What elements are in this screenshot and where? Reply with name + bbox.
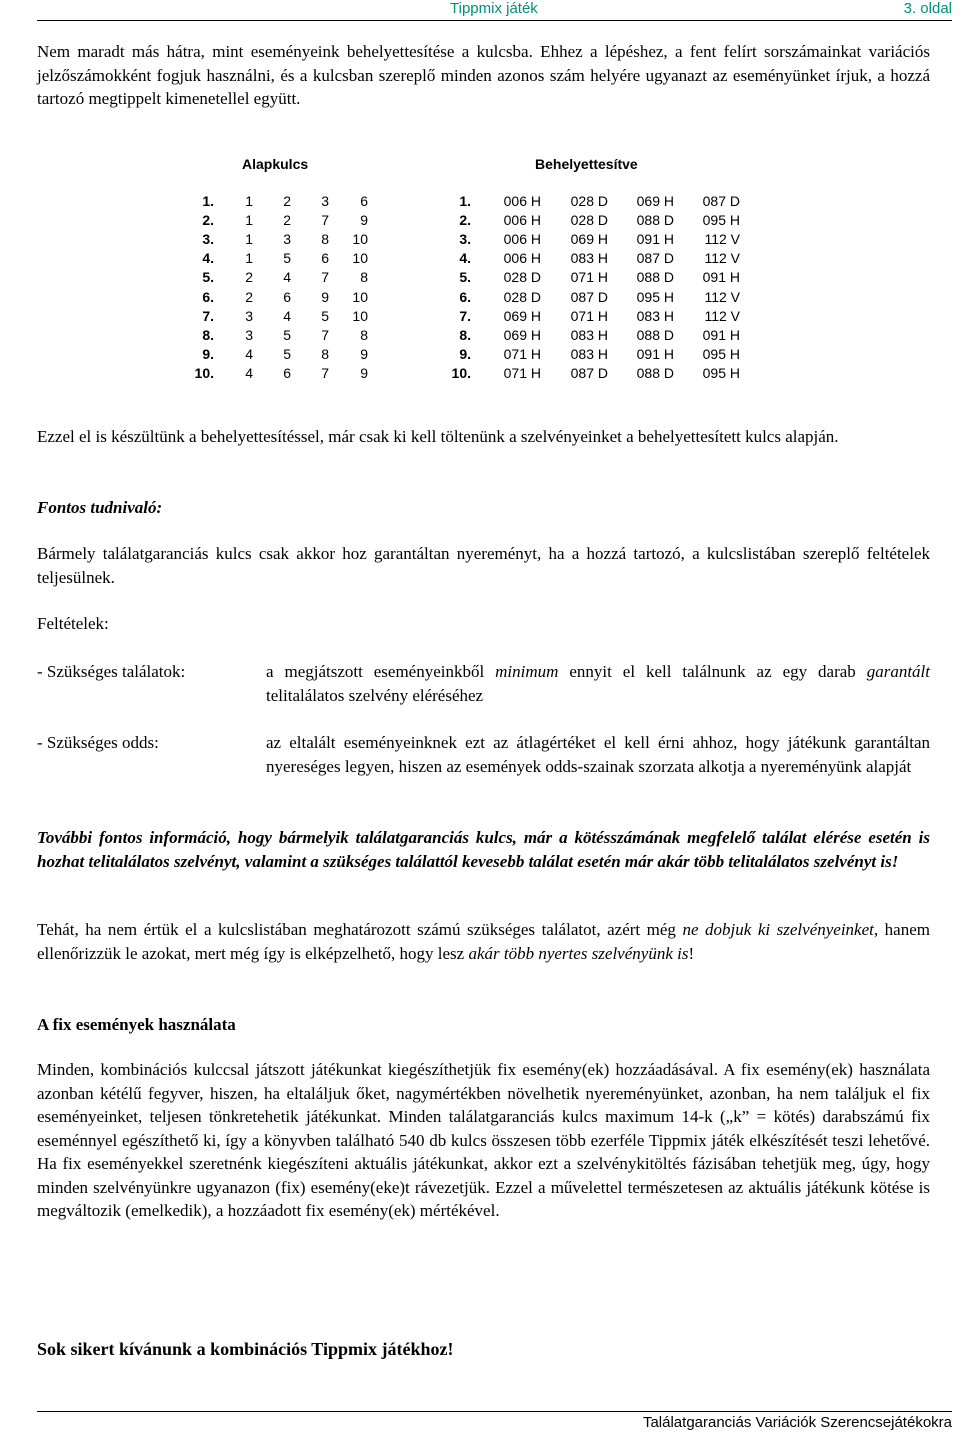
behelyettesitve-row-number: 7. xyxy=(459,307,471,324)
behelyettesitve-cell: 095 H xyxy=(702,212,740,229)
behelyettesitve-cell: 071 H xyxy=(503,345,541,362)
alapkulcs-cell: 6 xyxy=(360,193,368,209)
alapkulcs-cell: 5 xyxy=(283,345,291,362)
tehat-text-italic-1: ne dobjuk ki szelvényeinket xyxy=(682,920,874,939)
behelyettesitve-cell: 071 H xyxy=(570,269,608,286)
behelyettesitve-title: Behelyettesítve xyxy=(535,156,638,172)
behelyettesitve-row-number: 4. xyxy=(459,250,471,267)
tehat-paragraph xyxy=(37,918,930,965)
alapkulcs-cell: 5 xyxy=(321,307,329,324)
intro-paragraph: Nem maradt más hátra, mint eseményeink behelyettesítése a kulcsba. Ehhez a lépéshez, a fent felírt sorszámainkat variációs jelzőszámokként fogjuk használni, és a kulcsban szereplő minden azonos szám helyére ugyanazt az eseményünket írjuk, a hozzá tartozó megtippelt kimenetellel együtt. xyxy=(37,42,930,108)
alapkulcs-cell: 10 xyxy=(352,288,368,305)
alapkulcs-cell: 7 xyxy=(321,364,329,381)
alapkulcs-row-number: 8. xyxy=(202,326,214,343)
alapkulcs-cell: 7 xyxy=(321,326,329,343)
alapkulcs-cell: 2 xyxy=(245,269,253,286)
alapkulcs-cell: 1 xyxy=(245,193,253,209)
tovabbi-paragraph: További fontos információ, hogy bármelyik találatgaranciás kulcs, már a kötésszámának megfelelő találat elérése esetén is hozhat telitalálatos szelvényt, valamint a szükséges találattól kevesebb találat esetén már akár több telitalálatos szelvényt is! xyxy=(37,828,930,871)
cond2-description: az eltalált eseményeinknek ezt az átlagértéket el kell érni ahhoz, hogy játékunk garantáltan nyereséges legyen, hiszen az események odds-szainak szorzata alkotja a nyereményünk alapját xyxy=(266,733,930,776)
behelyettesitve-cell: 071 H xyxy=(503,364,541,381)
alapkulcs-cell: 2 xyxy=(245,288,253,305)
cond1-label: - Szükséges találatok: xyxy=(37,662,186,681)
cond1-text-5: telitalálatos szelvény eléréséhez xyxy=(266,685,484,705)
tehat-text-5: ! xyxy=(688,943,695,963)
alapkulcs-row-number: 7. xyxy=(202,307,214,324)
alapkulcs-row-number: 9. xyxy=(202,345,214,362)
alapkulcs-cell: 3 xyxy=(321,193,329,209)
alapkulcs-cell: 10 xyxy=(352,250,368,267)
cond1-text-1: a megjátszott eseményeinkből xyxy=(266,662,496,681)
alapkulcs-cell: 3 xyxy=(245,326,253,343)
behelyettesitve-cell: 091 H xyxy=(636,231,674,248)
behelyettesitve-cell: 112 V xyxy=(704,288,740,305)
cond1-text-garantalt: garantált xyxy=(866,662,930,681)
alapkulcs-cell: 5 xyxy=(283,326,291,343)
behelyettesitve-cell: 006 H xyxy=(503,193,541,209)
tehat-text-1: Tehát, ha nem értük el a kulcslistában meghatározott számú szükséges találatot, azért még xyxy=(37,920,683,939)
alapkulcs-cell: 4 xyxy=(245,364,253,381)
behelyettesitve-cell: 091 H xyxy=(636,345,674,362)
behelyettesitve-row-number: 5. xyxy=(459,269,471,286)
tehat-text-3: , hanem ellenőrizzük le azokat, mert még így is elképzelhető, hogy lesz xyxy=(37,920,930,963)
behelyettesitve-row xyxy=(0,249,960,268)
behelyettesitve-row xyxy=(0,307,960,326)
behelyettesitve-cell: 083 H xyxy=(570,345,608,362)
cond2-label: - Szükséges odds: xyxy=(37,733,159,752)
behelyettesitve-cell: 088 D xyxy=(636,364,674,381)
alapkulcs-cell: 7 xyxy=(321,212,329,229)
fontos-paragraph: Bármely találatgaranciás kulcs csak akkor hoz garantáltan nyereményt, ha a hozzá tartozó, a kulcslistában szereplő feltételek teljesülnek. xyxy=(37,544,930,587)
alapkulcs-cell: 9 xyxy=(321,288,329,305)
behelyettesitve-row-number: 2. xyxy=(459,212,471,229)
alapkulcs-cell: 8 xyxy=(360,326,368,343)
alapkulcs-cell: 8 xyxy=(321,345,329,362)
alapkulcs-cell: 5 xyxy=(283,250,291,267)
alapkulcs-row-number: 10. xyxy=(194,364,214,381)
behelyettesitve-cell: 071 H xyxy=(570,307,608,324)
alapkulcs-cell: 9 xyxy=(360,345,368,362)
tehat-text-italic-2: akár több nyertes szelvényünk is xyxy=(468,943,689,963)
page-number: 3. oldal xyxy=(903,0,952,17)
behelyettesitve-cell: 087 D xyxy=(636,250,674,267)
alapkulcs-cell: 1 xyxy=(245,212,253,229)
alapkulcs-cell: 10 xyxy=(352,231,368,248)
alapkulcs-cell: 9 xyxy=(360,212,368,229)
fix-paragraph: Minden, kombinációs kulccsal játszott játékunkat kiegészíthetjük fix esemény(ek) hozzáadásával. A fix esemény(ek) használata azonban kétélű fegyver, hiszen, ha eltaláljuk őket, nagymértékben növelhetik nyereményünket, azonban, ha nem találjuk el fix eseményeinket, teljesen tönkretehetik játékunkat. Minden találatgaranciás kulcs maximum 14-k („k” = kötés) darabszámú fix eseménnyel egészíthető ki, így a könyvben található 540 db kulcs összesen több ezerféle Tippmix játék elkészítését teszi lehetővé. Ha fix eseményekkel szeretnénk kiegészíteni aktuális játékunkat, akkor ezt a szelvénykitöltés fázisában tehetjük meg, úgy, hogy minden szelvényünkre ugyanazon (fix) esemény(eke)t rávezetjük. Ezzel a művelettel természetesen az aktuális játékunk kötése is megváltozik (emelkedik), a hozzáadott fix esemény(ek) mértékével. xyxy=(37,1060,930,1220)
alapkulcs-cell: 3 xyxy=(283,231,291,248)
alapkulcs-cell: 10 xyxy=(352,307,368,324)
alapkulcs-cell: 4 xyxy=(283,307,291,324)
behelyettesitve-cell: 028 D xyxy=(503,288,541,305)
alapkulcs-cell: 2 xyxy=(283,193,291,209)
behelyettesitve-cell: 028 D xyxy=(503,269,541,286)
behelyettesitve-cell: 083 H xyxy=(636,307,674,324)
alapkulcs-row-number: 5. xyxy=(202,269,214,286)
behelyettesitve-cell: 006 H xyxy=(503,231,541,248)
fix-heading: A fix események használata xyxy=(37,1015,236,1034)
alapkulcs-row-number: 1. xyxy=(202,193,214,209)
behelyettesitve-row xyxy=(0,268,960,287)
behelyettesitve-cell: 083 H xyxy=(570,326,608,343)
feltetelek-label: Feltételek: xyxy=(37,614,109,633)
behelyettesitve-cell: 112 V xyxy=(704,250,740,267)
behelyettesitve-cell: 028 D xyxy=(570,193,608,209)
cond1-text-minimum: minimum xyxy=(495,662,559,681)
alapkulcs-cell: 9 xyxy=(360,364,368,381)
alapkulcs-row-number: 6. xyxy=(202,288,214,305)
behelyettesitve-row xyxy=(0,288,960,307)
behelyettesitve-cell: 006 H xyxy=(503,212,541,229)
behelyettesitve-cell: 091 H xyxy=(702,269,740,286)
behelyettesitve-cell: 087 D xyxy=(570,288,608,305)
behelyettesitve-cell: 088 D xyxy=(636,212,674,229)
alapkulcs-row-number: 4. xyxy=(202,250,214,267)
behelyettesitve-cell: 028 D xyxy=(570,212,608,229)
behelyettesitve-row-number: 3. xyxy=(459,231,471,248)
cond1-description xyxy=(266,660,930,707)
behelyettesitve-row-number: 10. xyxy=(451,364,471,381)
behelyettesitve-cell: 091 H xyxy=(702,326,740,343)
behelyettesitve-cell: 069 H xyxy=(636,193,674,209)
alapkulcs-cell: 2 xyxy=(283,212,291,229)
behelyettesitve-cell: 112 V xyxy=(704,231,740,248)
alapkulcs-cell: 1 xyxy=(245,250,253,267)
page-header xyxy=(37,0,952,21)
alapkulcs-cell: 8 xyxy=(360,269,368,286)
behelyettesitve-cell: 087 D xyxy=(702,193,740,209)
fontos-heading: Fontos tudnivaló: xyxy=(37,498,163,517)
behelyettesitve-cell: 112 V xyxy=(704,307,740,324)
alapkulcs-cell: 6 xyxy=(283,288,291,305)
alapkulcs-cell: 8 xyxy=(321,231,329,248)
alapkulcs-cell: 3 xyxy=(245,307,253,324)
closing-line: Sok sikert kívánunk a kombinációs Tippmix játékhoz! xyxy=(37,1339,454,1359)
behelyettesitve-cell: 095 H xyxy=(636,288,674,305)
alapkulcs-cell: 4 xyxy=(283,269,291,286)
behelyettesitve-row-number: 9. xyxy=(459,345,471,362)
footer-text: Találatgaranciás Variációk Szerencsejátékokra xyxy=(642,1414,952,1431)
behelyettesitve-row xyxy=(0,345,960,364)
behelyettesitve-row-number: 8. xyxy=(459,326,471,343)
behelyettesitve-row xyxy=(0,192,960,211)
behelyettesitve-row-number: 6. xyxy=(459,288,471,305)
behelyettesitve-cell: 088 D xyxy=(636,269,674,286)
behelyettesitve-cell: 095 H xyxy=(702,364,740,381)
behelyettesitve-cell: 069 H xyxy=(503,326,541,343)
alapkulcs-cell: 6 xyxy=(321,250,329,267)
behelyettesitve-row xyxy=(0,326,960,345)
behelyettesitve-cell: 087 D xyxy=(570,364,608,381)
behelyettesitve-cell: 006 H xyxy=(503,250,541,267)
alapkulcs-cell: 6 xyxy=(283,364,291,381)
behelyettesitve-cell: 095 H xyxy=(702,345,740,362)
header-title: Tippmix játék xyxy=(450,0,538,17)
alapkulcs-row-number: 3. xyxy=(202,231,214,248)
behelyettesitve-cell: 069 H xyxy=(570,231,608,248)
page-footer xyxy=(37,1411,952,1431)
alapkulcs-row-number: 2. xyxy=(202,212,214,229)
behelyettesitve-row xyxy=(0,230,960,249)
alapkulcs-cell: 7 xyxy=(321,269,329,286)
behelyettesitve-row xyxy=(0,211,960,230)
alapkulcs-cell: 1 xyxy=(245,231,253,248)
alapkulcs-title: Alapkulcs xyxy=(242,156,309,172)
behelyettesitve-cell: 088 D xyxy=(636,326,674,343)
after-table-paragraph: Ezzel el is készültünk a behelyettesítéssel, már csak ki kell töltenünk a szelvényeinket a behelyettesített kulcs alapján. xyxy=(37,427,839,446)
behelyettesitve-cell: 083 H xyxy=(570,250,608,267)
behelyettesitve-row-number: 1. xyxy=(459,193,471,209)
behelyettesitve-row xyxy=(0,364,960,383)
cond1-text-3: ennyit el kell találnunk az egy darab xyxy=(558,662,867,681)
alapkulcs-cell: 4 xyxy=(245,345,253,362)
behelyettesitve-cell: 069 H xyxy=(503,307,541,324)
